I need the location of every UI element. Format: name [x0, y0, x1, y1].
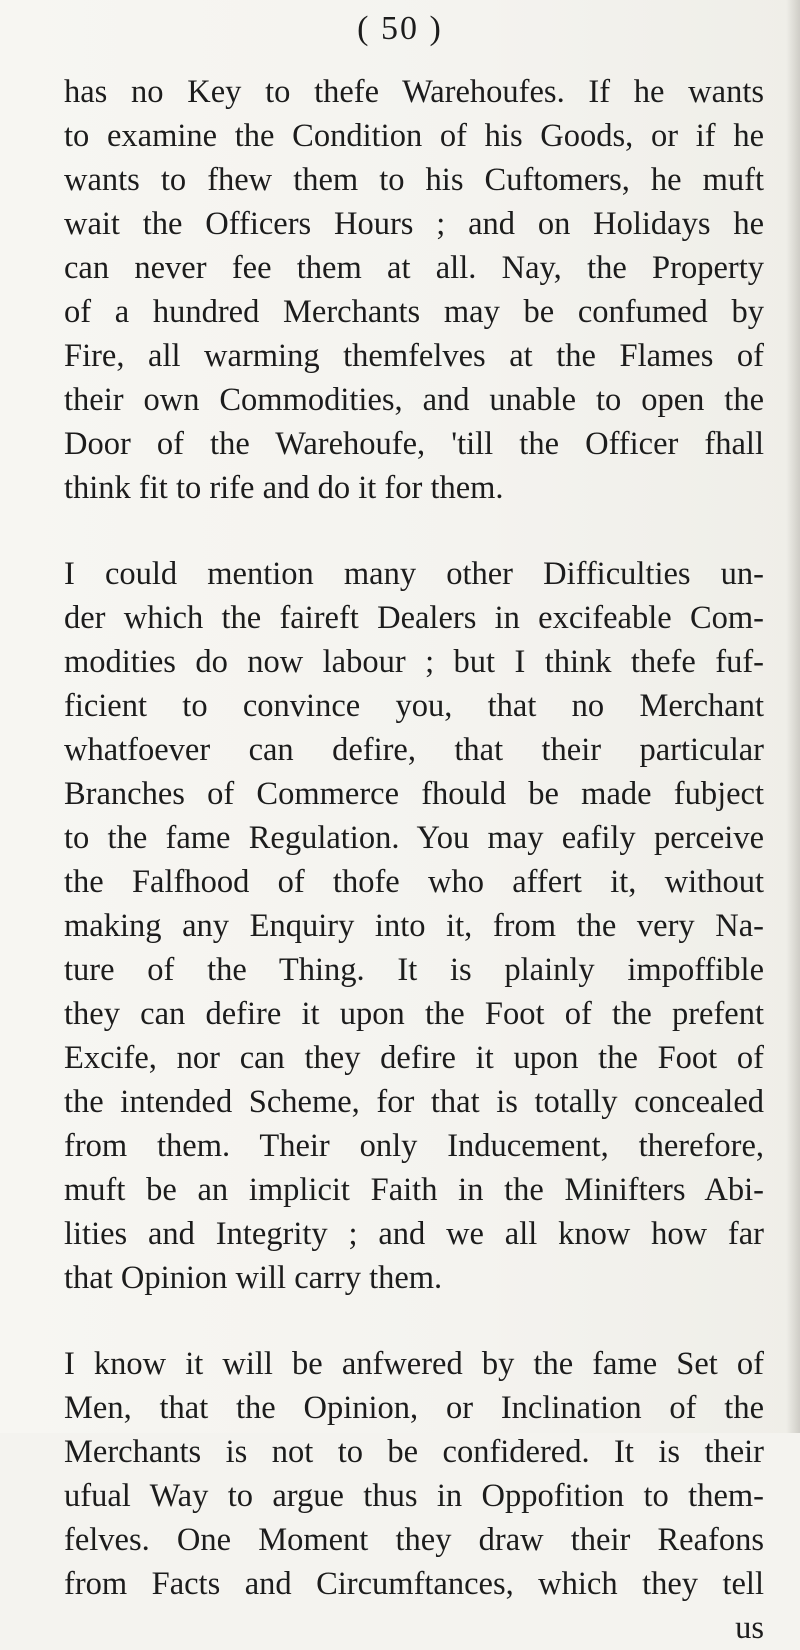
- text-line: lities and Integrity ; and we all know how far: [64, 1216, 764, 1252]
- paragraph-2: [64, 552, 764, 1300]
- text-line: can never fee them at all. Nay, the Property: [64, 250, 764, 286]
- text-line: think fit to rife and do it for them.: [64, 470, 504, 506]
- text-line: ficient to convince you, that no Merchant: [64, 688, 764, 724]
- text-line: felves. One Moment they draw their Reafons: [64, 1522, 764, 1558]
- text-line: I know it will be anfwered by the fame Set of: [64, 1346, 764, 1382]
- text-line: from them. Their only Inducement, therefore,: [64, 1128, 764, 1164]
- text-line: ufual Way to argue thus in Oppofition to them-: [64, 1478, 764, 1514]
- text-line: ture of the Thing. It is plainly impoffible: [64, 952, 764, 988]
- text-line: their own Commodities, and unable to open the: [64, 382, 764, 418]
- text-line: making any Enquiry into it, from the very Na-: [64, 908, 764, 944]
- text-line: wants to fhew them to his Cuftomers, he muft: [64, 162, 764, 198]
- text-line: Branches of Commerce fhould be made fubject: [64, 776, 764, 812]
- catchword: us: [735, 1610, 764, 1646]
- text-line: to examine the Condition of his Goods, or if he: [64, 118, 764, 154]
- paragraph-3: [64, 1342, 764, 1650]
- text-line: der which the faireft Dealers in excifeable Com-: [64, 600, 764, 636]
- text-line: modities do now labour ; but I think thefe fuf-: [64, 644, 764, 680]
- text-line: that Opinion will carry them.: [64, 1260, 443, 1296]
- text-line: has no Key to thefe Warehoufes. If he wants: [64, 74, 764, 110]
- page-number: ( 50 ): [357, 10, 443, 47]
- text-line: from Facts and Circumftances, which they tell: [64, 1566, 764, 1602]
- text-line: Door of the Warehoufe, 'till the Officer fhall: [64, 426, 764, 462]
- text-line: wait the Officers Hours ; and on Holidays he: [64, 206, 764, 242]
- paragraph-gap: [64, 510, 764, 552]
- text-line: the Falfhood of thofe who affert it, without: [64, 864, 764, 900]
- body-text: [64, 70, 764, 1650]
- text-line: to the fame Regulation. You may eafily perceive: [64, 820, 764, 856]
- text-line: I could mention many other Difficulties un-: [64, 556, 764, 592]
- text-line: Merchants is not to be confidered. It is their: [64, 1434, 764, 1470]
- text-line: Fire, all warming themfelves at the Flames of: [64, 338, 764, 374]
- text-line: of a hundred Merchants may be confumed by: [64, 294, 764, 330]
- text-line: the intended Scheme, for that is totally concealed: [64, 1084, 764, 1120]
- text-line: they can defire it upon the Foot of the prefent: [64, 996, 764, 1032]
- paragraph-1: [64, 70, 764, 510]
- page-edge-shadow: [786, 0, 800, 1433]
- text-line: muft be an implicit Faith in the Minifters Abi-: [64, 1172, 764, 1208]
- text-line: Men, that the Opinion, or Inclination of the: [64, 1390, 764, 1426]
- text-line: whatfoever can defire, that their particular: [64, 732, 764, 768]
- paragraph-gap: [64, 1300, 764, 1342]
- text-line: Excife, nor can they defire it upon the Foot of: [64, 1040, 764, 1076]
